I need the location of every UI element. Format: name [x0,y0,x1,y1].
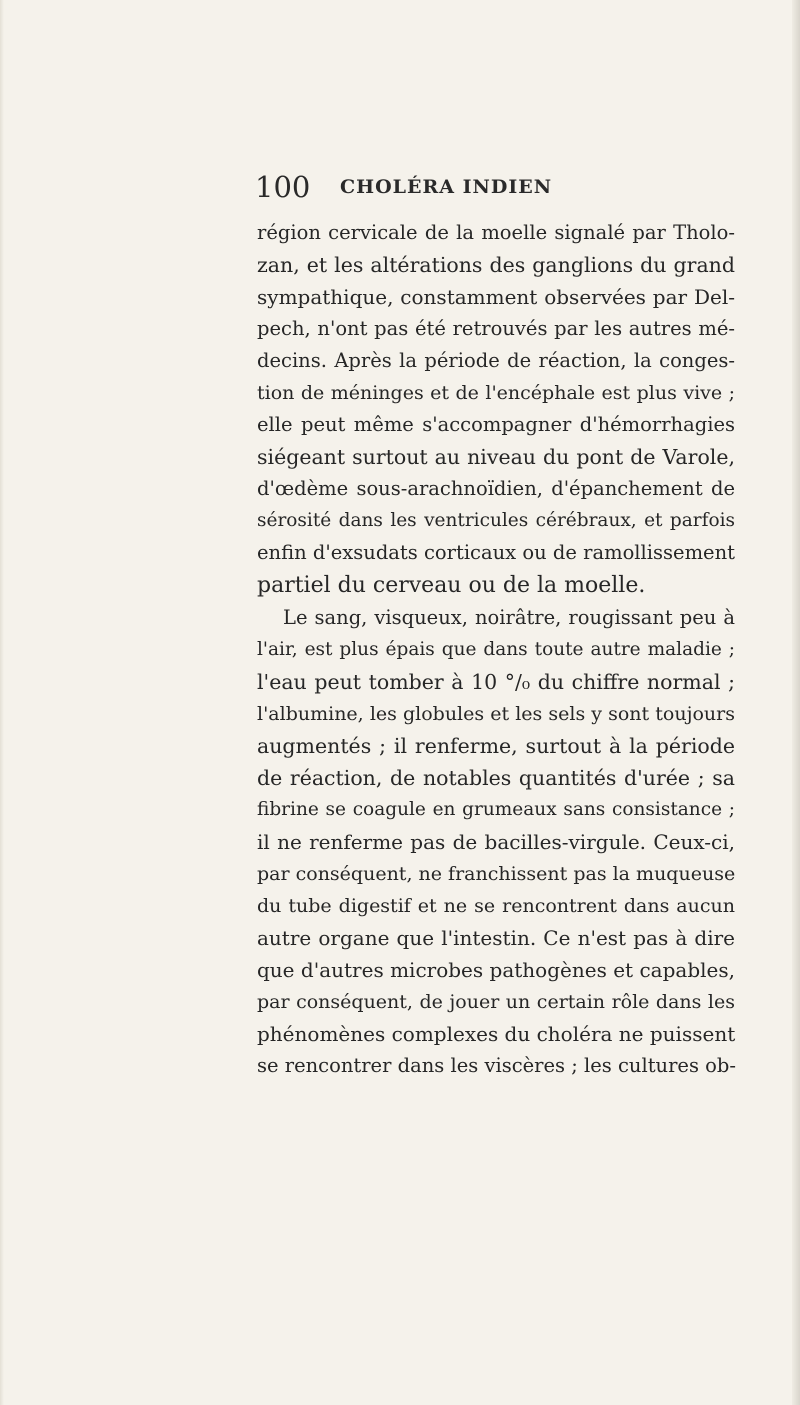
text-line: sympathique, constamment observées par Del- [257,285,735,310]
page-edge-shadow [792,0,800,1405]
text-line: par conséquent, ne franchissent pas la muqueuse [257,862,736,885]
text-line: il ne renferme pas de bacilles-virgule. Ceux-ci, [257,829,735,854]
text-line: du tube digestif et ne se rencontrent dans aucun [257,894,735,917]
text-line: siégeant surtout au niveau du pont de Varole, [257,445,735,470]
page-gutter-shadow [0,0,4,1405]
body-text [257,217,735,1082]
text-line: fibrine se coagule en grumeaux sans consistance ; [257,798,735,820]
text-line: l'eau peut tomber à 10 °/₀ du chiffre normal ; [257,669,735,694]
text-line: sérosité dans les ventricules cérébraux, et parfois [257,510,735,532]
text-line: se rencontrer dans les viscères ; les cultures ob- [257,1054,736,1078]
text-line: decins. Après la période de réaction, la conges- [257,349,735,373]
text-line: enfin d'exsudats corticaux ou de ramollissement [257,541,735,565]
text-line: pech, n'ont pas été retrouvés par les autres mé- [257,317,735,341]
text-line: phénomènes complexes du choléra ne puissent [257,1022,736,1047]
text-line: l'albumine, les globules et les sels y sont toujours [257,702,735,725]
paragraph-first-line: Le sang, visqueux, noirâtre, rougissant peu à [283,605,735,629]
paragraph-last-line: partiel du cerveau ou de la moelle. [257,572,646,598]
running-title: CHOLÉRA INDIEN [340,176,553,198]
text-line: de réaction, de notables quantités d'urée ; sa [257,765,735,790]
text-line: par conséquent, de jouer un certain rôle dans les [257,991,735,1014]
text-line: région cervicale de la moelle signalé par Tholo- [257,221,735,244]
text-line: autre organe que l'intestin. Ce n'est pas à dire [257,926,735,951]
text-line: elle peut même s'accompagner d'hémorrhagies [257,413,735,437]
page-number: 100 [255,170,311,204]
text-line: augmentés ; il renferme, surtout à la période [257,733,735,758]
text-line: l'air, est plus épais que dans toute autre maladie ; [257,638,735,660]
text-line: que d'autres microbes pathogènes et capables, [257,958,735,983]
page-header [255,170,735,206]
text-line: tion de méninges et de l'encéphale est plus vive ; [257,382,735,405]
text-line: zan, et les altérations des ganglions du grand [257,253,735,278]
text-line: d'œdème sous-arachnoïdien, d'épanchement de [257,477,735,501]
